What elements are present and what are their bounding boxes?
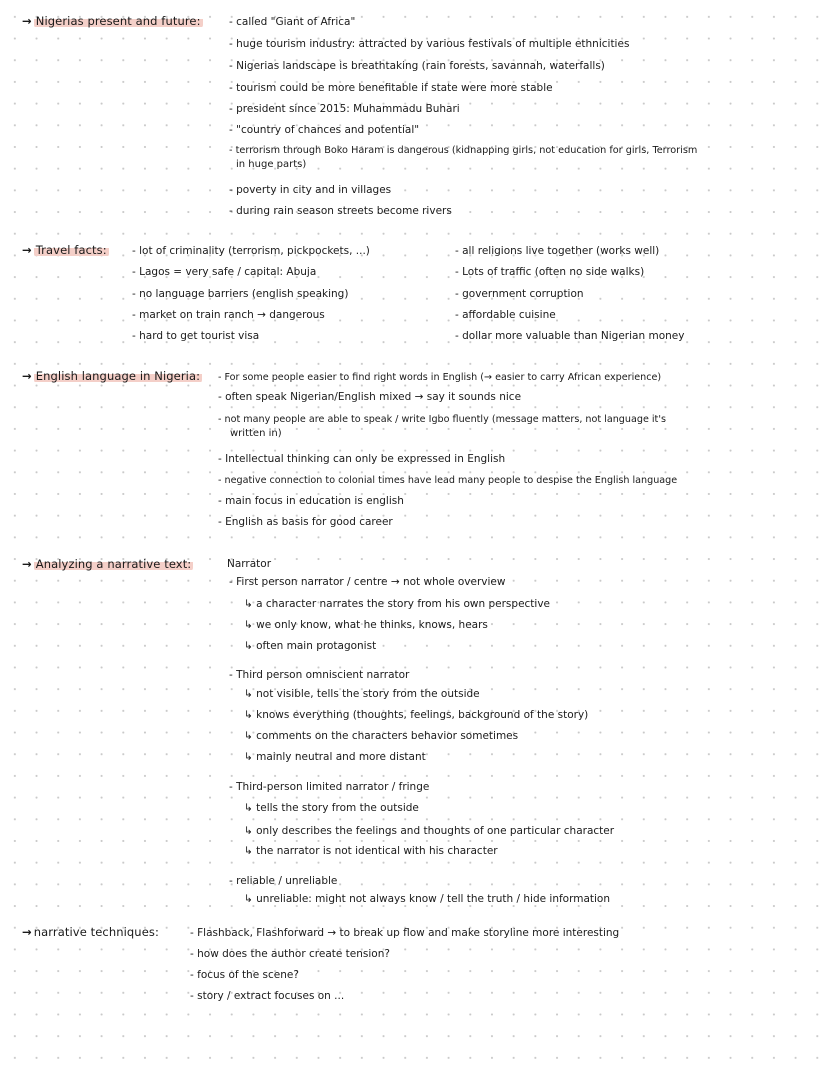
travel-right-1: - Lots of traffic (often no side walks) bbox=[455, 266, 645, 278]
nigeria-line-0: - called "Giant of Africa" bbox=[229, 16, 356, 28]
narrative-line-6: ↳ not visible, tells the story from the outside bbox=[244, 688, 480, 700]
narrative-line-4: ↳ often main protagonist bbox=[244, 640, 377, 652]
english-line-6: - main focus in education is english bbox=[218, 495, 404, 507]
heading-techniques-text: narrative techniques: bbox=[33, 925, 159, 939]
english-line-5: - negative connection to colonial times have lead many people to despise the English language bbox=[218, 475, 678, 486]
english-line-1: - often speak Nigerian/English mixed → say it sounds nice bbox=[218, 391, 522, 403]
travel-left-0: - lot of criminality (terrorism, pickpockets, ...) bbox=[132, 245, 370, 257]
heading-narrative-text: Analyzing a narrative text: bbox=[35, 557, 192, 571]
narrative-line-12: ↳ only describes the feelings and thoughts of one particular character bbox=[244, 825, 615, 837]
narrative-line-0: Narrator bbox=[227, 558, 272, 570]
heading-nigeria-text: Nigerias present and future: bbox=[35, 14, 201, 28]
narrative-line-3: ↳ we only know, what he thinks, knows, hears bbox=[244, 619, 488, 631]
nigeria-line-6: - terrorism through Boko Haram is dangerous (kidnapping girls, not education for girls, Terrorism bbox=[229, 145, 698, 156]
narrative-line-10: - Third-person limited narrator / fringe bbox=[229, 781, 430, 793]
heading-techniques bbox=[22, 925, 159, 939]
english-line-4: - Intellectual thinking can only be expressed in English bbox=[218, 453, 506, 465]
travel-right-4: - dollar more valuable than Nigerian money bbox=[455, 330, 685, 342]
nigeria-line-8: - poverty in city and in villages bbox=[229, 184, 392, 196]
travel-right-3: - affordable cuisine bbox=[455, 309, 556, 321]
english-line-3: written in) bbox=[230, 428, 282, 439]
techniques-line-3: - story / extract focuses on ... bbox=[190, 990, 345, 1002]
narrative-line-8: ↳ comments on the characters behavior sometimes bbox=[244, 730, 519, 742]
nigeria-line-7: in huge parts) bbox=[236, 159, 307, 170]
narrative-line-14: - reliable / unreliable bbox=[229, 875, 338, 887]
english-line-0: - For some people easier to find right words in English (→ easier to carry African experience) bbox=[218, 372, 662, 383]
heading-english bbox=[22, 369, 202, 383]
travel-left-2: - no language barriers (english speaking) bbox=[132, 288, 349, 300]
narrative-line-1: - First person narrator / centre → not whole overview bbox=[229, 576, 506, 588]
travel-left-1: - Lagos = very safe / capital: Abuja bbox=[132, 266, 317, 278]
techniques-line-1: - how does the author create tension? bbox=[190, 948, 390, 960]
techniques-line-0: - Flashback, Flashforward → to break up flow and make storyline more interesting bbox=[190, 927, 620, 939]
narrative-line-15: ↳ unreliable: might not always know / tell the truth / hide information bbox=[244, 893, 611, 905]
nigeria-line-9: - during rain season streets become rivers bbox=[229, 205, 452, 217]
techniques-line-2: - focus of the scene? bbox=[190, 969, 299, 981]
narrative-line-5: - Third person omniscient narrator bbox=[229, 669, 410, 681]
travel-right-0: - all religions live together (works well) bbox=[455, 245, 660, 257]
nigeria-line-1: - huge tourism industry: attracted by various festivals of multiple ethnicities bbox=[229, 38, 630, 50]
heading-narrative bbox=[22, 557, 193, 571]
heading-english-text: English language in Nigeria: bbox=[35, 369, 201, 383]
narrative-line-11: ↳ tells the story from the outside bbox=[244, 802, 419, 814]
arrow-icon: → bbox=[22, 243, 32, 257]
arrow-icon: → bbox=[22, 14, 32, 28]
arrow-icon: → bbox=[22, 369, 32, 383]
narrative-line-9: ↳ mainly neutral and more distant bbox=[244, 751, 426, 763]
english-line-2: - not many people are able to speak / write Igbo fluently (message matters, not language it's bbox=[218, 414, 666, 425]
travel-right-2: - government corruption bbox=[455, 288, 584, 300]
heading-travel bbox=[22, 243, 109, 257]
travel-left-4: - hard to get tourist visa bbox=[132, 330, 260, 342]
heading-nigeria bbox=[22, 14, 203, 28]
arrow-icon: → bbox=[22, 557, 32, 571]
narrative-line-13: ↳ the narrator is not identical with his character bbox=[244, 845, 498, 857]
nigeria-line-3: - tourism could be more benefitable if state were more stable bbox=[229, 82, 553, 94]
nigeria-line-5: - "country of chances and potential" bbox=[229, 124, 420, 136]
arrow-icon: → bbox=[22, 925, 32, 939]
english-line-7: - English as basis for good career bbox=[218, 516, 393, 528]
narrative-line-7: ↳ knows everything (thoughts, feelings, background of the story) bbox=[244, 709, 589, 721]
nigeria-line-4: - president since 2015: Muhammadu Buhari bbox=[229, 103, 460, 115]
heading-travel-text: Travel facts: bbox=[35, 243, 107, 257]
nigeria-line-2: - Nigerias landscape is breathtaking (rain forests, savannah, waterfalls) bbox=[229, 60, 605, 72]
narrative-line-2: ↳ a character narrates the story from his own perspective bbox=[244, 598, 551, 610]
travel-left-3: - market on train ranch → dangerous bbox=[132, 309, 325, 321]
